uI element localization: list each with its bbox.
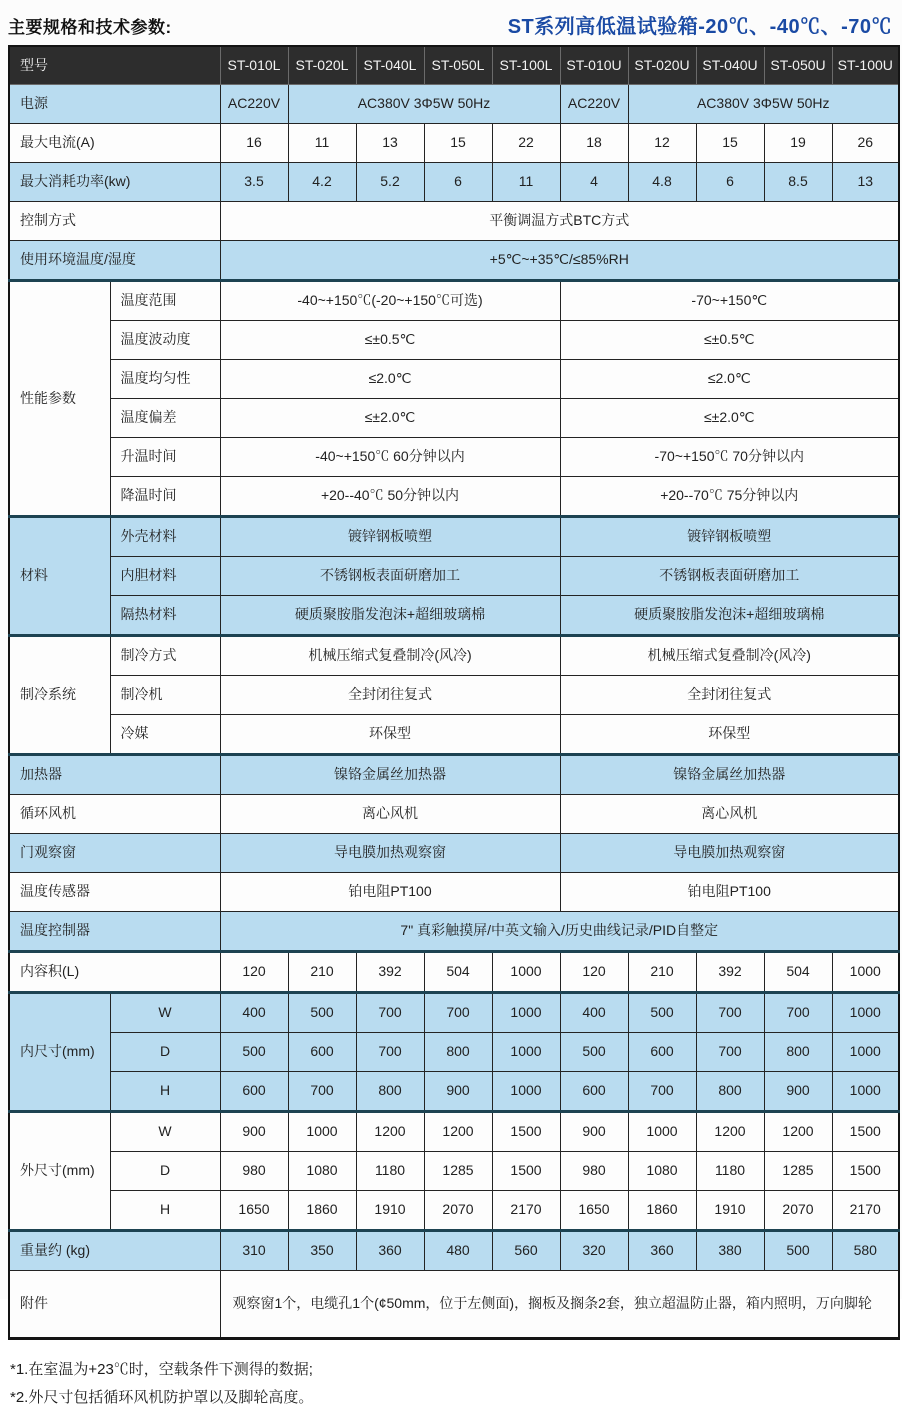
spec-value: 800 [696, 1072, 764, 1112]
spec-value: -40~+150℃ 60分钟以内 [220, 438, 560, 477]
spec-table [8, 45, 900, 1340]
spec-label: 使用环境温度/湿度 [9, 241, 220, 281]
spec-row [9, 477, 899, 517]
spec-label: H [110, 1072, 220, 1112]
spec-value: 320 [560, 1231, 628, 1271]
spec-value: 1650 [220, 1191, 288, 1231]
spec-label: 循环风机 [9, 795, 220, 834]
spec-value: 1500 [492, 1112, 560, 1152]
spec-value: 2070 [764, 1191, 832, 1231]
spec-value: 1500 [492, 1152, 560, 1191]
model-header-st-050l: ST-050L [424, 46, 492, 85]
spec-label: 温度偏差 [110, 399, 220, 438]
spec-value: 504 [424, 952, 492, 993]
spec-value: 离心风机 [220, 795, 560, 834]
spec-value: 600 [560, 1072, 628, 1112]
spec-label: 温度传感器 [9, 873, 220, 912]
spec-value: -70~+150℃ [560, 281, 899, 321]
spec-row [9, 676, 899, 715]
spec-row [9, 1191, 899, 1231]
spec-label: 外尺寸(mm) [9, 1112, 110, 1231]
spec-value: 26 [832, 124, 899, 163]
spec-value: 全封闭往复式 [560, 676, 899, 715]
spec-value: 观察窗1个，电缆孔1个(¢50mm，位于左侧面)，搁板及搁条2套，独立超温防止器，箱内照明，万向脚轮 [220, 1271, 899, 1339]
spec-value: 16 [220, 124, 288, 163]
spec-label: 升温时间 [110, 438, 220, 477]
spec-value: 400 [560, 993, 628, 1033]
spec-row [9, 281, 899, 321]
spec-value: ≤±0.5℃ [220, 321, 560, 360]
spec-value: 1000 [832, 993, 899, 1033]
spec-value: ≤2.0℃ [560, 360, 899, 399]
spec-label: 温度范围 [110, 281, 220, 321]
model-header-st-020u: ST-020U [628, 46, 696, 85]
spec-label: 内容积(L) [9, 952, 220, 993]
spec-value: 600 [288, 1033, 356, 1072]
spec-value: 700 [696, 993, 764, 1033]
spec-value: AC220V [220, 85, 288, 124]
spec-value: 离心风机 [560, 795, 899, 834]
spec-label: 制冷方式 [110, 636, 220, 676]
model-header-st-040l: ST-040L [356, 46, 424, 85]
spec-value: 800 [764, 1033, 832, 1072]
spec-value: 硬质聚胺脂发泡沫+超细玻璃棉 [560, 596, 899, 636]
spec-value: 480 [424, 1231, 492, 1271]
spec-value: 392 [696, 952, 764, 993]
spec-value: 环保型 [220, 715, 560, 755]
spec-row [9, 557, 899, 596]
spec-row [9, 912, 899, 952]
spec-value: 210 [628, 952, 696, 993]
spec-row [9, 124, 899, 163]
spec-value: 3.5 [220, 163, 288, 202]
spec-value: ≤2.0℃ [220, 360, 560, 399]
spec-label: 最大消耗功率(kw) [9, 163, 220, 202]
spec-row [9, 85, 899, 124]
spec-label: 温度均匀性 [110, 360, 220, 399]
spec-value: 不锈钢板表面研磨加工 [220, 557, 560, 596]
spec-value: 600 [220, 1072, 288, 1112]
spec-row [9, 1231, 899, 1271]
spec-row [9, 241, 899, 281]
model-header-st-100l: ST-100L [492, 46, 560, 85]
spec-value: 19 [764, 124, 832, 163]
spec-label: 制冷机 [110, 676, 220, 715]
spec-value: 7" 真彩触摸屏/中英文输入/历史曲线记录/PID自整定 [220, 912, 899, 952]
spec-row [9, 399, 899, 438]
spec-value: 1180 [696, 1152, 764, 1191]
spec-value: 350 [288, 1231, 356, 1271]
spec-value: AC220V [560, 85, 628, 124]
spec-value: 380 [696, 1231, 764, 1271]
spec-value: 1500 [832, 1152, 899, 1191]
spec-value: 1200 [696, 1112, 764, 1152]
spec-value: 8.5 [764, 163, 832, 202]
spec-row [9, 834, 899, 873]
spec-value: 15 [696, 124, 764, 163]
footnote-1: *1.在室温为+23℃时，空载条件下测得的数据; [10, 1361, 313, 1378]
spec-value: 900 [424, 1072, 492, 1112]
model-header-st-010l: ST-010L [220, 46, 288, 85]
spec-value: ≤±2.0℃ [560, 399, 899, 438]
spec-value: 1080 [288, 1152, 356, 1191]
spec-row [9, 321, 899, 360]
spec-value: 600 [628, 1033, 696, 1072]
spec-row [9, 636, 899, 676]
spec-value: 900 [764, 1072, 832, 1112]
spec-value: 120 [560, 952, 628, 993]
spec-value: +20--70℃ 75分钟以内 [560, 477, 899, 517]
spec-value: ≤±0.5℃ [560, 321, 899, 360]
spec-row [9, 202, 899, 241]
spec-value: 1200 [764, 1112, 832, 1152]
spec-row [9, 993, 899, 1033]
spec-value: 2070 [424, 1191, 492, 1231]
spec-value: 1500 [832, 1112, 899, 1152]
spec-value: 13 [832, 163, 899, 202]
footnote-2: *2.外尺寸包括循环风机防护罩以及脚轮高度。 [10, 1388, 314, 1406]
spec-value: 6 [424, 163, 492, 202]
titlebar [0, 0, 902, 45]
spec-value: 1860 [288, 1191, 356, 1231]
spec-value: 310 [220, 1231, 288, 1271]
spec-label: 温度波动度 [110, 321, 220, 360]
spec-value: -40~+150℃(-20~+150℃可选) [220, 281, 560, 321]
spec-value: 平衡调温方式BTC方式 [220, 202, 899, 241]
spec-value: 400 [220, 993, 288, 1033]
spec-row [9, 1152, 899, 1191]
spec-row [9, 795, 899, 834]
spec-value: 不锈钢板表面研磨加工 [560, 557, 899, 596]
spec-value: 镍铬金属丝加热器 [220, 755, 560, 795]
spec-row [9, 1112, 899, 1152]
spec-label: D [110, 1152, 220, 1191]
spec-label: 内胆材料 [110, 557, 220, 596]
spec-value: 12 [628, 124, 696, 163]
spec-value: 700 [696, 1033, 764, 1072]
series-title: ST系列高低温试验箱-20℃、-40℃、-70℃ [507, 16, 892, 38]
model-header-st-100u: ST-100U [832, 46, 899, 85]
model-header-st-040u: ST-040U [696, 46, 764, 85]
spec-label: W [110, 993, 220, 1033]
spec-label: D [110, 1033, 220, 1072]
spec-row [9, 715, 899, 755]
model-header-label: 型号 [9, 46, 220, 85]
spec-value: -70~+150℃ 70分钟以内 [560, 438, 899, 477]
spec-label: 门观察窗 [9, 834, 220, 873]
spec-value: 120 [220, 952, 288, 993]
spec-value: 1285 [764, 1152, 832, 1191]
spec-value: 1000 [288, 1112, 356, 1152]
spec-value: 1860 [628, 1191, 696, 1231]
spec-value: 560 [492, 1231, 560, 1271]
spec-value: 500 [764, 1231, 832, 1271]
model-header-st-010u: ST-010U [560, 46, 628, 85]
spec-value: 800 [424, 1033, 492, 1072]
spec-value: 全封闭往复式 [220, 676, 560, 715]
spec-row [9, 360, 899, 399]
spec-value: 1000 [492, 993, 560, 1033]
spec-value: 500 [560, 1033, 628, 1072]
spec-label: 电源 [9, 85, 220, 124]
spec-value: 11 [492, 163, 560, 202]
spec-label: 性能参数 [9, 281, 110, 517]
spec-row [9, 596, 899, 636]
spec-value: 392 [356, 952, 424, 993]
spec-value: AC380V 3Φ5W 50Hz [288, 85, 560, 124]
spec-value: 360 [356, 1231, 424, 1271]
spec-value: 18 [560, 124, 628, 163]
spec-value: 1200 [356, 1112, 424, 1152]
spec-label: 加热器 [9, 755, 220, 795]
spec-label: 降温时间 [110, 477, 220, 517]
spec-value: 1910 [356, 1191, 424, 1231]
spec-value: 2170 [492, 1191, 560, 1231]
spec-value: 504 [764, 952, 832, 993]
model-header-st-050u: ST-050U [764, 46, 832, 85]
footnotes [10, 1356, 902, 1412]
spec-value: 4.2 [288, 163, 356, 202]
spec-label: 外壳材料 [110, 517, 220, 557]
spec-row [9, 952, 899, 993]
spec-row [9, 438, 899, 477]
spec-value: 1000 [492, 952, 560, 993]
spec-value: 580 [832, 1231, 899, 1271]
spec-value: 1000 [628, 1112, 696, 1152]
spec-value: 700 [628, 1072, 696, 1112]
spec-value: 700 [288, 1072, 356, 1112]
spec-value: 机械压缩式复叠制冷(风冷) [560, 636, 899, 676]
spec-label: 重量约 (kg) [9, 1231, 220, 1271]
spec-label: 制冷系统 [9, 636, 110, 755]
spec-value: 1000 [492, 1072, 560, 1112]
spec-row [9, 1072, 899, 1112]
spec-label: 隔热材料 [110, 596, 220, 636]
spec-value: 5.2 [356, 163, 424, 202]
spec-value: 500 [628, 993, 696, 1033]
spec-value: 2170 [832, 1191, 899, 1231]
spec-label: 控制方式 [9, 202, 220, 241]
spec-value: +5℃~+35℃/≤85%RH [220, 241, 899, 281]
spec-value: 1080 [628, 1152, 696, 1191]
spec-value: 22 [492, 124, 560, 163]
spec-value: 4.8 [628, 163, 696, 202]
spec-value: 1000 [832, 1072, 899, 1112]
spec-value: 1000 [832, 952, 899, 993]
spec-row [9, 1033, 899, 1072]
spec-value: 15 [424, 124, 492, 163]
model-header-st-020l: ST-020L [288, 46, 356, 85]
spec-value: 1180 [356, 1152, 424, 1191]
spec-value: 210 [288, 952, 356, 993]
spec-value: 980 [560, 1152, 628, 1191]
spec-value: 铂电阻PT100 [560, 873, 899, 912]
model-header-row [9, 46, 899, 85]
spec-value: 700 [424, 993, 492, 1033]
spec-row [9, 163, 899, 202]
spec-value: 700 [356, 1033, 424, 1072]
spec-value: 导电膜加热观察窗 [220, 834, 560, 873]
spec-value: 4 [560, 163, 628, 202]
spec-value: 13 [356, 124, 424, 163]
spec-value: 700 [356, 993, 424, 1033]
spec-value: 1285 [424, 1152, 492, 1191]
spec-label: 附件 [9, 1271, 220, 1339]
spec-label: W [110, 1112, 220, 1152]
spec-value: 500 [220, 1033, 288, 1072]
spec-value: 镀锌钢板喷塑 [220, 517, 560, 557]
spec-value: 1000 [492, 1033, 560, 1072]
spec-value: 镍铬金属丝加热器 [560, 755, 899, 795]
spec-value: 机械压缩式复叠制冷(风冷) [220, 636, 560, 676]
spec-label: 最大电流(A) [9, 124, 220, 163]
spec-value: 700 [764, 993, 832, 1033]
spec-value: 硬质聚胺脂发泡沫+超细玻璃棉 [220, 596, 560, 636]
spec-label: 材料 [9, 517, 110, 636]
spec-value: 1650 [560, 1191, 628, 1231]
spec-value: 1000 [832, 1033, 899, 1072]
spec-value: 铂电阻PT100 [220, 873, 560, 912]
spec-value: +20--40℃ 50分钟以内 [220, 477, 560, 517]
spec-table-body [9, 85, 899, 1339]
spec-label: 温度控制器 [9, 912, 220, 952]
spec-value: ≤±2.0℃ [220, 399, 560, 438]
spec-row [9, 517, 899, 557]
page-title: 主要规格和技术参数: [8, 18, 172, 37]
spec-row [9, 755, 899, 795]
spec-value: 导电膜加热观察窗 [560, 834, 899, 873]
spec-row [9, 873, 899, 912]
spec-value: 500 [288, 993, 356, 1033]
spec-label: H [110, 1191, 220, 1231]
spec-value: 1200 [424, 1112, 492, 1152]
spec-value: 11 [288, 124, 356, 163]
spec-row [9, 1271, 899, 1339]
spec-value: 900 [560, 1112, 628, 1152]
spec-value: 900 [220, 1112, 288, 1152]
spec-value: 环保型 [560, 715, 899, 755]
spec-label: 内尺寸(mm) [9, 993, 110, 1112]
spec-value: 980 [220, 1152, 288, 1191]
spec-value: 镀锌钢板喷塑 [560, 517, 899, 557]
spec-label: 冷媒 [110, 715, 220, 755]
spec-value: AC380V 3Φ5W 50Hz [628, 85, 899, 124]
spec-value: 6 [696, 163, 764, 202]
spec-value: 360 [628, 1231, 696, 1271]
spec-value: 1910 [696, 1191, 764, 1231]
spec-value: 800 [356, 1072, 424, 1112]
